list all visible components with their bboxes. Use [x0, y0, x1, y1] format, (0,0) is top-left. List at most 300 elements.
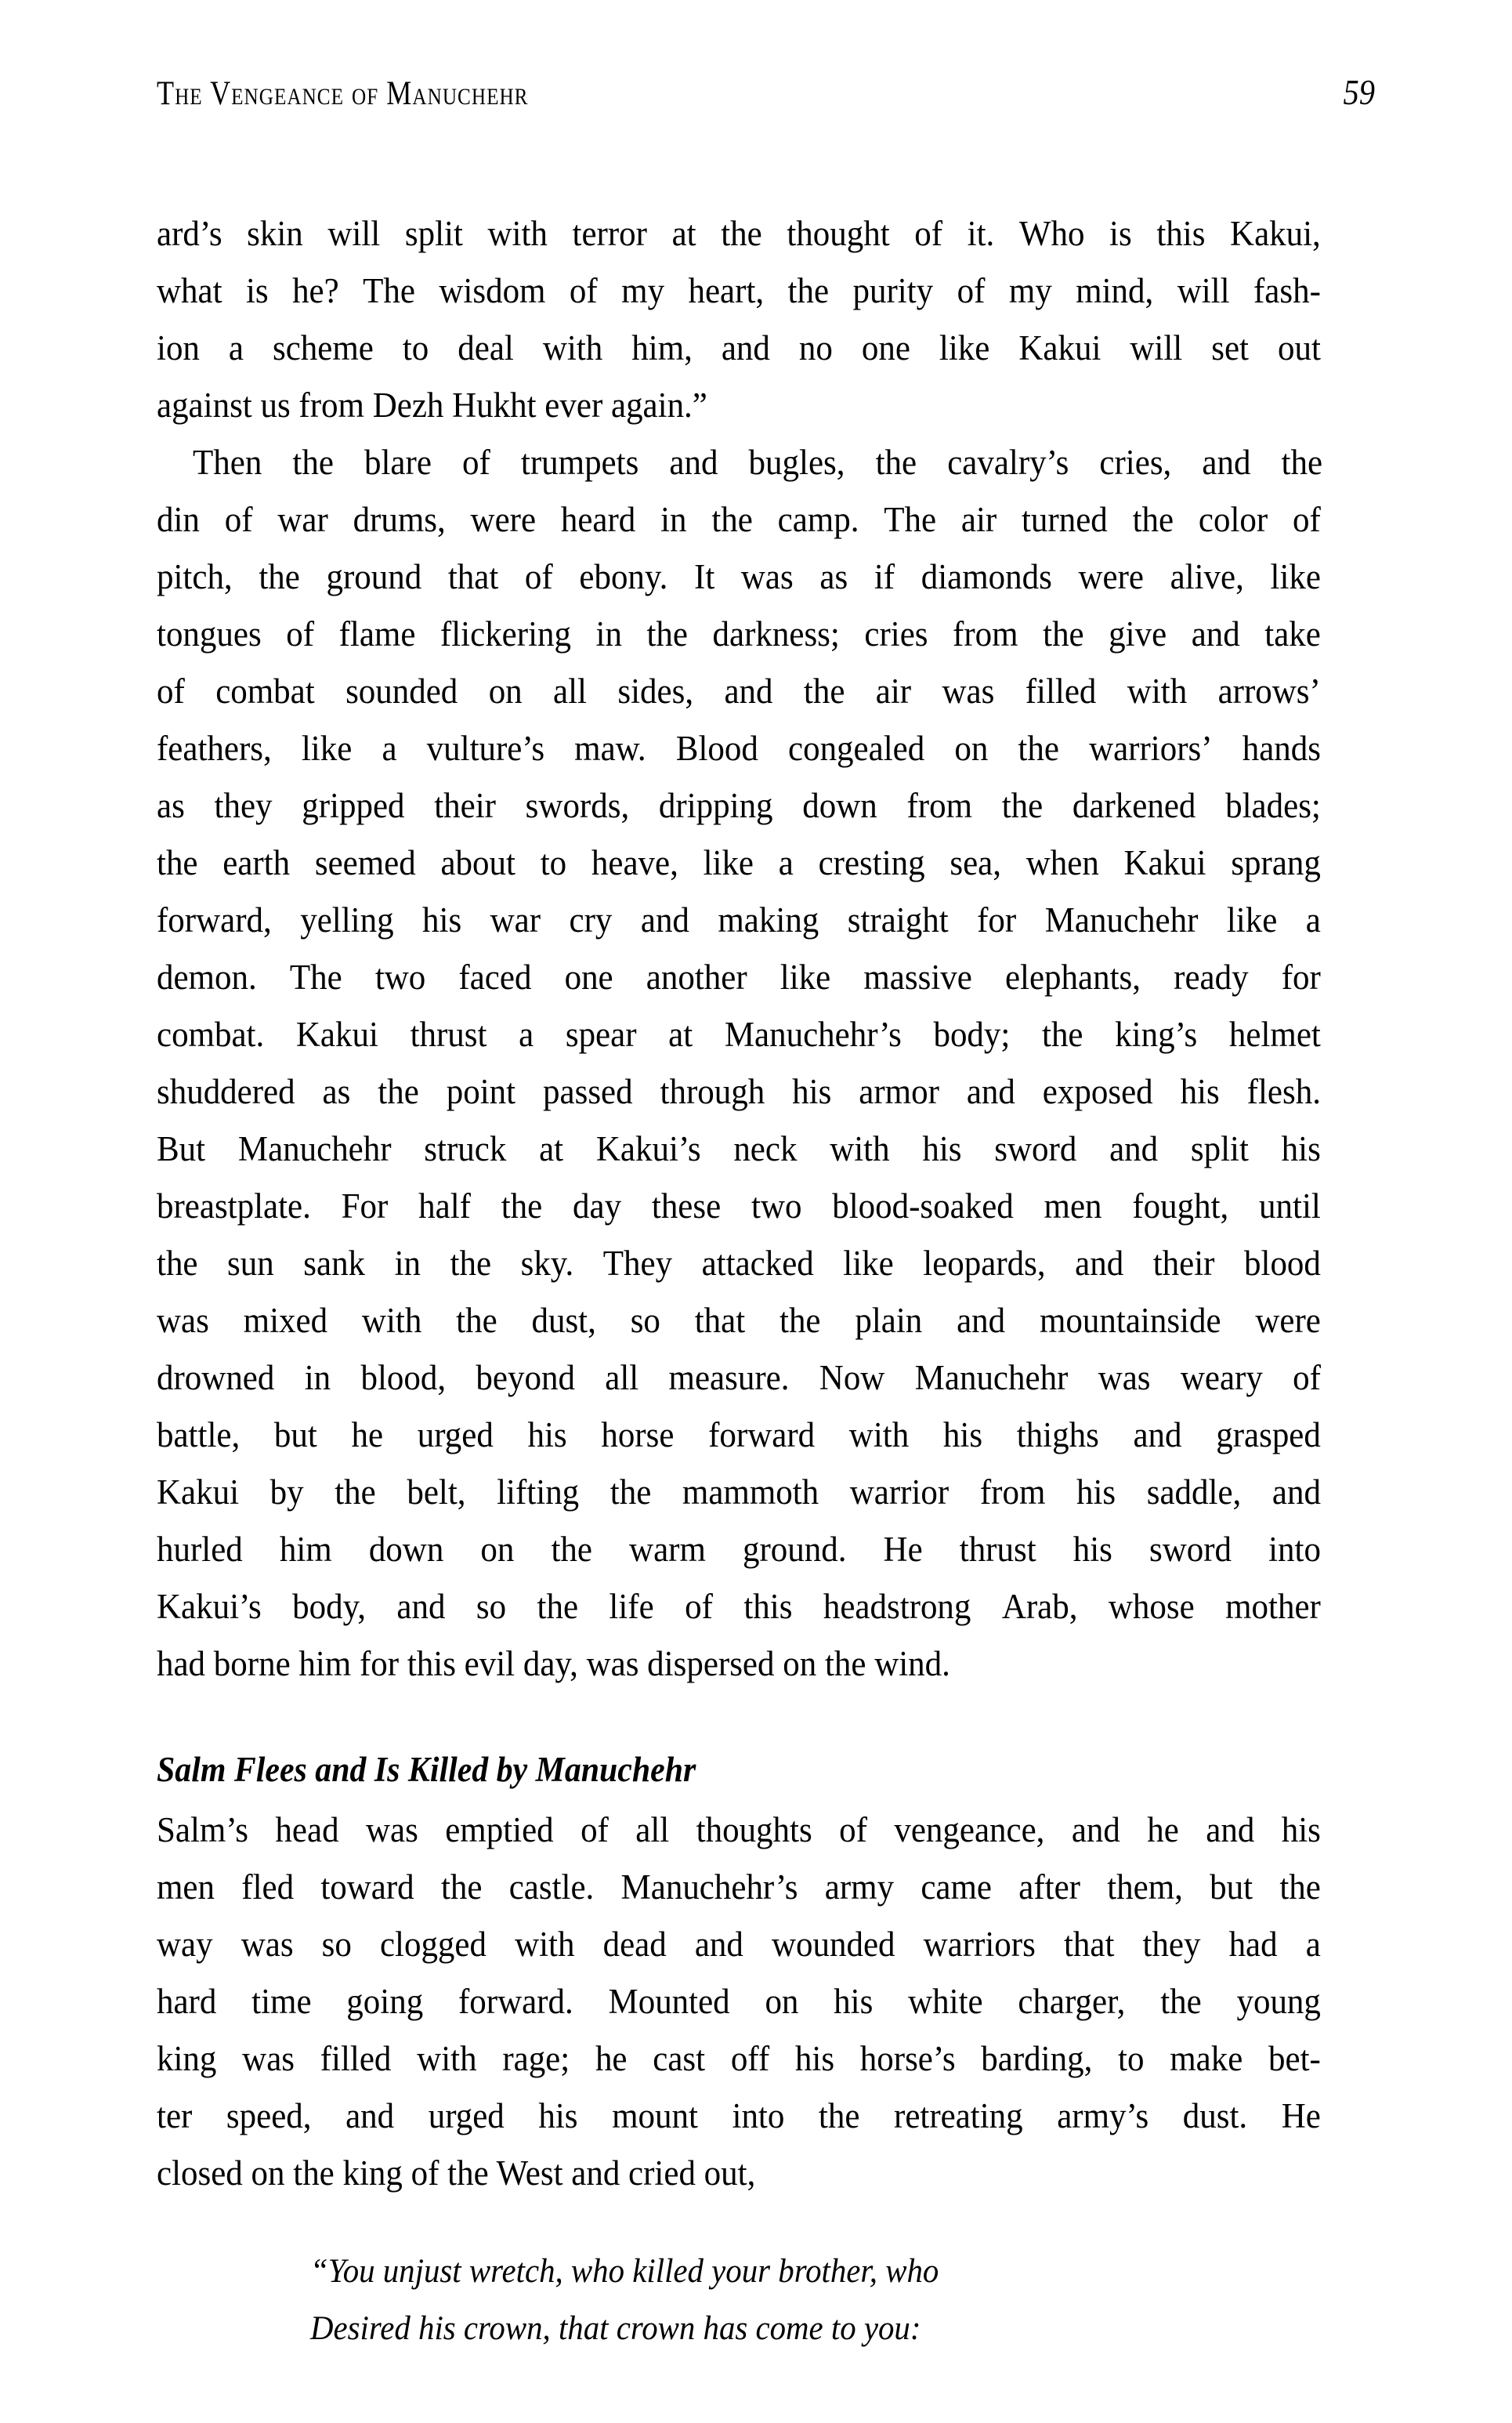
word: my	[621, 271, 665, 310]
word: Blood	[675, 729, 758, 768]
word: his	[527, 1415, 567, 1454]
word: his	[922, 1129, 962, 1168]
word: plain	[855, 1301, 923, 1340]
verse-line: Desired his crown, that crown has come to you:	[310, 2310, 921, 2347]
word: his	[792, 1072, 832, 1111]
word: deal	[458, 328, 514, 368]
word: like	[1270, 557, 1321, 596]
word: bugles,	[748, 443, 845, 482]
word: one	[564, 958, 613, 997]
text-line	[157, 835, 1321, 892]
word: the	[1279, 1867, 1321, 1907]
word: leopards,	[923, 1244, 1046, 1283]
word: men	[1044, 1186, 1102, 1226]
word: and	[1271, 1472, 1321, 1512]
text-line	[157, 2088, 1321, 2145]
word: to	[540, 843, 567, 882]
text-line	[157, 1235, 1321, 1292]
word: of	[914, 214, 943, 253]
text-line	[157, 606, 1321, 663]
word: the	[1042, 1015, 1083, 1054]
word: off	[730, 2039, 770, 2078]
word: of	[224, 500, 253, 539]
word: of	[461, 443, 490, 482]
word: a	[382, 729, 397, 768]
word: king’s	[1115, 1015, 1198, 1054]
word: Kakui	[157, 1472, 240, 1512]
word: saddle,	[1146, 1472, 1242, 1512]
word: like	[843, 1244, 894, 1283]
word: with	[830, 1129, 890, 1168]
word: was	[942, 672, 995, 711]
word: was	[365, 1810, 418, 1849]
word: and	[1206, 1810, 1255, 1849]
word: out	[1277, 328, 1321, 368]
word: Mounted	[608, 1982, 730, 2021]
word: all	[553, 672, 588, 711]
word: demon.	[157, 958, 257, 997]
word: forward.	[458, 1982, 573, 2021]
word: he	[595, 2039, 628, 2078]
text-line: had borne him for this evil day, was dispersed on the wind.	[157, 1644, 950, 1683]
word: air	[960, 500, 997, 539]
word: din	[157, 500, 200, 539]
word: yelling	[300, 900, 394, 940]
word: from	[979, 1472, 1046, 1512]
word: from	[906, 786, 973, 825]
word: of	[1293, 1358, 1321, 1397]
word: thrust	[410, 1015, 487, 1054]
word: men	[157, 1867, 215, 1907]
word: and	[957, 1301, 1006, 1340]
word: was	[740, 557, 794, 596]
word: dripping	[658, 786, 773, 825]
word: heart,	[688, 271, 765, 310]
word: Kakui	[1123, 843, 1206, 882]
word: speed,	[226, 2096, 312, 2135]
word: struck	[424, 1129, 507, 1168]
text-line	[157, 1063, 1321, 1121]
word: seemed	[314, 843, 416, 882]
word: on	[765, 1982, 799, 2021]
text-line	[157, 491, 1321, 549]
word: ground	[326, 557, 422, 596]
word: arrows’	[1217, 672, 1321, 711]
word: measure.	[668, 1358, 790, 1397]
word: at	[668, 1015, 693, 1054]
word: Manuchehr	[914, 1358, 1069, 1397]
word: it.	[967, 214, 995, 253]
word: blood-soaked	[832, 1186, 1014, 1226]
word: came	[921, 1867, 992, 1907]
word: He	[1281, 2096, 1321, 2135]
word: the	[1132, 500, 1174, 539]
word: turned	[1021, 500, 1108, 539]
word: to	[1118, 2039, 1145, 2078]
word: ter	[157, 2096, 193, 2135]
word: Kakui,	[1230, 214, 1321, 253]
word: breastplate.	[157, 1186, 311, 1226]
word: of	[685, 1587, 713, 1626]
word: warm	[629, 1530, 706, 1569]
word: urged	[417, 1415, 494, 1454]
word: terror	[572, 214, 647, 253]
word: his	[1076, 1472, 1116, 1512]
word: all	[605, 1358, 639, 1397]
running-head-title: The Vengeance of Manuchehr	[157, 75, 529, 112]
word: warriors	[923, 1925, 1036, 1964]
word: into	[732, 2096, 785, 2135]
word: clogged	[379, 1925, 487, 1964]
word: urged	[428, 2096, 505, 2135]
word: and	[1133, 1415, 1182, 1454]
word: darkness;	[712, 614, 840, 654]
word: flickering	[439, 614, 571, 654]
text-line	[157, 1521, 1321, 1578]
word: were	[1255, 1301, 1321, 1340]
text-line	[157, 892, 1321, 949]
word: the	[292, 443, 334, 482]
word: in	[304, 1358, 331, 1397]
word: spear	[565, 1015, 637, 1054]
word: The	[884, 500, 937, 539]
word: cresting	[818, 843, 925, 882]
word: Manuchehr	[237, 1129, 392, 1168]
word: of	[569, 271, 598, 310]
word: armor	[859, 1072, 939, 1111]
word: the	[1160, 1982, 1202, 2021]
word: cries	[864, 614, 928, 654]
word: at	[539, 1129, 564, 1168]
word: sank	[303, 1244, 366, 1283]
word: thighs	[1016, 1415, 1099, 1454]
word: so	[630, 1301, 660, 1340]
word: lifting	[497, 1472, 580, 1512]
word: army’s	[1057, 2096, 1149, 2135]
word: sword	[1148, 1530, 1232, 1569]
word: fled	[241, 1867, 295, 1907]
word: this	[743, 1587, 793, 1626]
word: body,	[292, 1587, 367, 1626]
word: war	[490, 900, 541, 940]
word: the	[259, 557, 300, 596]
word: on	[480, 1530, 515, 1569]
word: the	[1018, 729, 1059, 768]
word: sky.	[520, 1244, 574, 1283]
word: faced	[458, 958, 532, 997]
word: air	[875, 672, 912, 711]
word: will	[1177, 271, 1230, 310]
text-line: closed on the king of the West and cried out,	[157, 2153, 756, 2193]
word: of	[1293, 500, 1321, 539]
word: like	[703, 843, 754, 882]
text-line	[157, 777, 1321, 835]
word: my	[1008, 271, 1052, 310]
word: the	[711, 500, 753, 539]
word: as	[819, 557, 848, 596]
word: toward	[320, 1867, 414, 1907]
word: belt,	[407, 1472, 466, 1512]
word: cavalry’s	[947, 443, 1069, 482]
word: color	[1198, 500, 1268, 539]
word: one	[861, 328, 910, 368]
word: It	[694, 557, 715, 596]
word: battle,	[157, 1415, 241, 1454]
word: horse’s	[859, 2039, 956, 2078]
word: heave,	[591, 843, 678, 882]
word: skin	[247, 214, 303, 253]
word: and	[1202, 443, 1251, 482]
word: that	[694, 1301, 746, 1340]
word: he	[351, 1415, 384, 1454]
word: headstrong	[823, 1587, 971, 1626]
word: the	[551, 1530, 592, 1569]
word: the	[646, 614, 689, 654]
word: Then	[193, 443, 262, 482]
word: of	[581, 1810, 609, 1849]
word: Manuchehr’s	[724, 1015, 902, 1054]
text-line	[157, 1859, 1321, 1916]
word: the	[1001, 786, 1044, 825]
word: cries,	[1099, 443, 1172, 482]
word: split	[1190, 1129, 1249, 1168]
word: were	[470, 500, 537, 539]
word: head	[275, 1810, 339, 1849]
word: filled	[1025, 672, 1097, 711]
word: forward,	[157, 900, 272, 940]
word: in	[394, 1244, 421, 1283]
word: the	[1043, 614, 1084, 654]
word: dust.	[1182, 2096, 1248, 2135]
word: trumpets	[520, 443, 639, 482]
text-line	[157, 263, 1321, 320]
word: beyond	[476, 1358, 575, 1397]
word: all	[635, 1810, 670, 1849]
word: castle.	[508, 1867, 595, 1907]
word: what	[157, 271, 222, 310]
text-line	[157, 1349, 1321, 1407]
word: elephants,	[1004, 958, 1141, 997]
word: into	[1268, 1530, 1321, 1569]
word: him	[279, 1530, 332, 1569]
word: his	[794, 2039, 835, 2078]
word: blare	[364, 443, 432, 482]
word: him,	[631, 328, 693, 368]
word: drums,	[353, 500, 446, 539]
word: flesh.	[1246, 1072, 1321, 1111]
text-line	[157, 320, 1321, 377]
word: combat.	[157, 1015, 265, 1054]
word: day	[573, 1186, 622, 1226]
word: so	[321, 1925, 352, 1964]
word: cry	[569, 900, 613, 940]
word: until	[1259, 1186, 1321, 1226]
word: neck	[733, 1129, 798, 1168]
word: massive	[863, 958, 972, 997]
word: bet-	[1268, 2039, 1321, 2078]
text-line	[157, 949, 1321, 1006]
word: whose	[1108, 1587, 1195, 1626]
word: Kakui’s	[595, 1129, 701, 1168]
word: Kakui	[295, 1015, 378, 1054]
word: of	[157, 672, 185, 711]
word: his	[1281, 1810, 1321, 1849]
word: the	[780, 1301, 821, 1340]
word: on	[954, 729, 989, 768]
word: scheme	[272, 328, 374, 368]
word: down	[802, 786, 877, 825]
word: and	[396, 1587, 446, 1626]
word: down	[368, 1530, 444, 1569]
word: ebony.	[579, 557, 668, 596]
word: mother	[1225, 1587, 1321, 1626]
word: take	[1264, 614, 1321, 654]
text-line	[157, 1802, 1321, 1859]
word: the	[501, 1186, 543, 1226]
word: They	[602, 1244, 673, 1283]
word: but	[1210, 1867, 1253, 1907]
word: congealed	[788, 729, 925, 768]
word: with	[361, 1301, 422, 1340]
word: wisdom	[439, 271, 546, 310]
text-line	[157, 1916, 1321, 1973]
word: mind,	[1076, 271, 1154, 310]
word: these	[651, 1186, 722, 1226]
word: point	[446, 1072, 516, 1111]
word: at	[671, 214, 696, 253]
word: a	[1305, 900, 1321, 940]
word: sprang	[1231, 843, 1321, 882]
text-line	[193, 434, 1322, 491]
paragraph-continuation	[157, 205, 1376, 434]
word: like	[939, 328, 990, 368]
word: with	[1127, 672, 1188, 711]
text-line	[157, 1578, 1321, 1635]
word: mountainside	[1039, 1301, 1221, 1340]
word: will	[327, 214, 381, 253]
word: Who	[1018, 214, 1085, 253]
word: attacked	[701, 1244, 814, 1283]
word: the	[875, 443, 917, 482]
word: but	[273, 1415, 317, 1454]
word: earth	[222, 843, 291, 882]
text-line	[157, 1464, 1321, 1521]
word: a	[778, 843, 794, 882]
word: and	[694, 1925, 743, 1964]
word: with	[487, 214, 548, 253]
word: Manuchehr	[1044, 900, 1199, 940]
word: his	[1073, 1530, 1112, 1569]
word: two	[374, 958, 426, 997]
text-line	[157, 1292, 1321, 1349]
word: and	[724, 672, 773, 711]
word: purity	[852, 271, 934, 310]
word: forward	[708, 1415, 816, 1454]
word: army	[824, 1867, 895, 1907]
word: and	[1191, 614, 1240, 654]
word: Kakui	[1018, 328, 1101, 368]
word: swords,	[525, 786, 630, 825]
word: drowned	[157, 1358, 275, 1397]
word: in	[660, 500, 687, 539]
text-line	[157, 720, 1321, 777]
word: his	[1281, 1129, 1321, 1168]
word: of	[839, 1810, 867, 1849]
word: vengeance,	[894, 1810, 1045, 1849]
word: the	[721, 214, 762, 253]
word: hurled	[157, 1530, 243, 1569]
paragraph-salm-flees	[157, 1802, 1376, 2202]
word: his	[834, 1982, 874, 2021]
spacer-above-subheading	[157, 1693, 1376, 1741]
word: the	[537, 1587, 579, 1626]
word: was	[241, 1925, 294, 1964]
word: they	[214, 786, 273, 825]
word: horse	[601, 1415, 675, 1454]
word: the	[157, 1244, 198, 1283]
word: like	[780, 958, 831, 997]
word: the	[787, 271, 830, 310]
word: gripped	[302, 786, 405, 825]
word: alive,	[1170, 557, 1244, 596]
paragraph-battle	[157, 434, 1376, 1693]
word: with	[542, 328, 603, 368]
word: of	[286, 614, 315, 654]
word: was	[242, 2039, 295, 2078]
word: when	[1025, 843, 1099, 882]
word: fash-	[1253, 271, 1321, 310]
word: fought,	[1132, 1186, 1229, 1226]
word: was	[1098, 1358, 1151, 1397]
word: feathers,	[157, 729, 272, 768]
word: his	[942, 1415, 983, 1454]
text-line	[157, 549, 1321, 606]
word: the	[818, 2096, 860, 2135]
word: his	[1180, 1072, 1220, 1111]
word: of	[957, 271, 986, 310]
word: if	[874, 557, 895, 596]
word: way	[157, 1925, 213, 1964]
word: body;	[933, 1015, 1011, 1054]
word: his	[422, 900, 462, 940]
word: exposed	[1042, 1072, 1153, 1111]
word: Arab,	[1001, 1587, 1078, 1626]
word: vulture’s	[426, 729, 545, 768]
word: sword	[994, 1129, 1077, 1168]
word: ground.	[742, 1530, 847, 1569]
word: passed	[543, 1072, 633, 1111]
word: weary	[1180, 1358, 1263, 1397]
word: he	[1147, 1810, 1179, 1849]
word: he?	[292, 271, 339, 310]
word: and	[966, 1072, 1015, 1111]
word: ready	[1174, 958, 1249, 997]
word: camp.	[777, 500, 859, 539]
word: about	[440, 843, 515, 882]
page-number: 59	[1343, 73, 1375, 112]
word: straight	[847, 900, 949, 940]
word: young	[1236, 1982, 1321, 2021]
word: life	[609, 1587, 654, 1626]
word: with	[848, 1415, 910, 1454]
word: ard’s	[157, 214, 222, 253]
word: the	[440, 1867, 483, 1907]
word: cast	[653, 2039, 706, 2078]
word: maw.	[574, 729, 646, 768]
word: half	[418, 1186, 471, 1226]
text-line	[157, 663, 1321, 720]
word: mount	[612, 2096, 698, 2135]
